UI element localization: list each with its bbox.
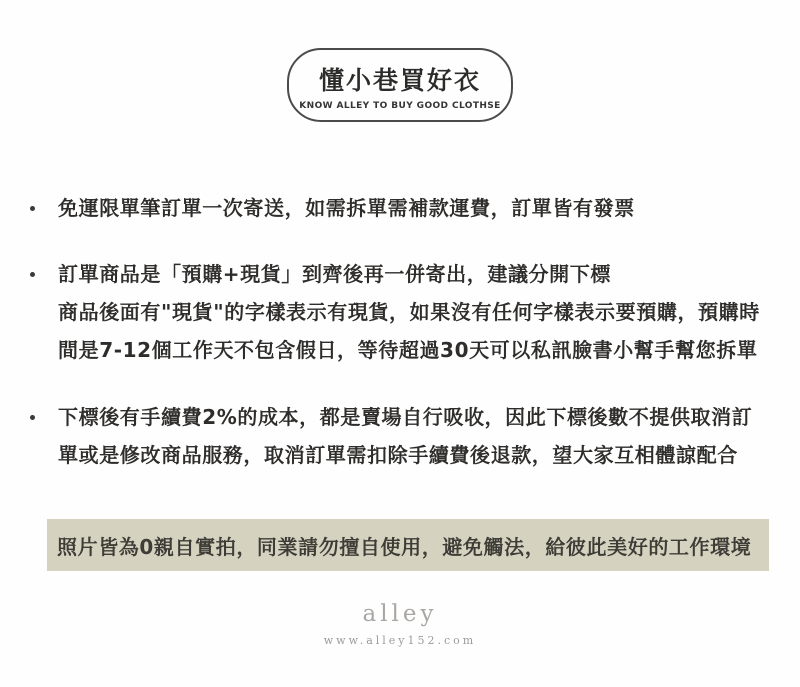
policy-item-text — [58, 255, 760, 369]
policy-item-shipping — [30, 189, 776, 227]
policy-item-preorder — [30, 255, 776, 369]
policy-line: 免運限單筆訂單一次寄送，如需拆單需補款運費，訂單皆有發票 — [58, 196, 635, 220]
policy-line: 單或是修改商品服務，取消訂單需扣除手續費後退款，望大家互相體諒配合 — [58, 443, 738, 467]
footer — [0, 601, 800, 647]
bullet-dot-icon — [30, 272, 35, 277]
brand-title: 懂小巷買好衣 — [318, 66, 481, 95]
policy-line: 商品後面有"現貨"的字樣表示有現貨，如果沒有任何字樣表示要預購，預購時 — [58, 300, 760, 324]
policy-line: 下標後有手續費2%的成本，都是賣場自行吸收，因此下標後數不提供取消訂 — [58, 405, 753, 429]
photo-rights-notice-banner: 照片皆為0親自實拍，同業請勿擅自使用，避免觸法，給彼此美好的工作環境 — [47, 519, 769, 571]
bullet-dot-icon — [30, 206, 35, 211]
brand-header-box — [287, 48, 513, 122]
policy-line: 間是7-12個工作天不包含假日，等待超過30天可以私訊臉書小幫手幫您拆單 — [58, 338, 758, 362]
brand-subtitle: KNOW ALLEY TO BUY GOOD CLOTHSE — [299, 101, 501, 111]
policy-item-text — [58, 398, 752, 474]
footer-website-url: www.alley152.com — [323, 634, 477, 647]
footer-brand-logo: alley — [362, 601, 438, 627]
policy-item-cancellation — [30, 398, 776, 474]
policy-bullet-list — [0, 189, 800, 474]
policy-line: 訂單商品是「預購+現貨」到齊後再一併寄出，建議分開下標 — [58, 262, 611, 286]
bullet-dot-icon — [30, 415, 35, 420]
policy-item-text — [58, 189, 635, 227]
